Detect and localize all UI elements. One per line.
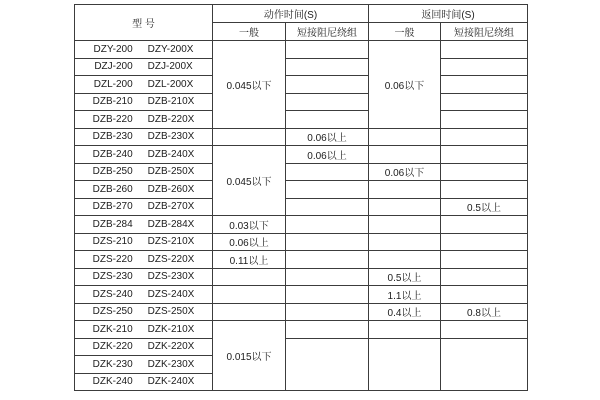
model-name: DZB-220X <box>147 113 195 125</box>
model-name: DZK-230X <box>147 358 195 370</box>
ret-damping-cell <box>441 58 528 76</box>
model-name: DZS-230X <box>147 271 195 283</box>
model-name: DZL-200 <box>93 78 133 90</box>
act-general-cell: 0.03以下 <box>213 216 286 234</box>
ret-general-cell <box>369 181 441 199</box>
act-general-cell: 0.045以下 <box>213 146 286 216</box>
ret-damping-cell <box>441 216 528 234</box>
model-name: DZB-230 <box>92 131 133 143</box>
table-row <box>75 338 528 356</box>
model-name: DZB-284X <box>147 218 195 230</box>
model-cell <box>75 338 213 356</box>
table-row <box>75 41 528 59</box>
ret-general-cell: 0.06以下 <box>369 41 441 129</box>
model-cell <box>75 286 213 304</box>
ret-damping-cell <box>441 181 528 199</box>
act-damping-cell <box>286 303 369 321</box>
col-header-action-general: 一般 <box>213 23 286 41</box>
model-cell <box>75 268 213 286</box>
act-general-cell <box>213 286 286 304</box>
model-name: DZS-240 <box>92 288 133 300</box>
model-name: DZS-250X <box>147 306 195 318</box>
ret-damping-cell <box>441 251 528 269</box>
ret-damping-cell <box>441 128 528 146</box>
ret-damping-cell <box>441 146 528 164</box>
model-cell <box>75 128 213 146</box>
model-name: DZS-210X <box>147 236 195 248</box>
model-name: DZK-220 <box>92 341 133 353</box>
table-header <box>75 5 528 41</box>
table-row <box>75 181 528 199</box>
model-cell <box>75 198 213 216</box>
act-damping-cell <box>286 163 369 181</box>
model-name: DZB-210 <box>92 96 133 108</box>
ret-general-cell: 1.1以上 <box>369 286 441 304</box>
model-cell <box>75 41 213 59</box>
act-general-cell <box>213 303 286 321</box>
model-name: DZK-220X <box>147 341 195 353</box>
act-damping-cell <box>286 41 369 59</box>
ret-damping-cell <box>441 41 528 59</box>
act-damping-cell <box>286 233 369 251</box>
act-damping-cell <box>286 111 369 129</box>
table-row <box>75 163 528 181</box>
model-name: DZS-220X <box>147 253 195 265</box>
col-header-action-damping: 短接阻尼绕组 <box>286 23 369 41</box>
ret-damping-cell <box>441 111 528 129</box>
model-name: DZB-220 <box>92 113 133 125</box>
ret-general-cell <box>369 233 441 251</box>
model-cell <box>75 146 213 164</box>
table-row <box>75 198 528 216</box>
ret-damping-cell <box>441 268 528 286</box>
model-name: DZK-210 <box>92 323 133 335</box>
act-damping-cell <box>286 251 369 269</box>
act-general-cell <box>213 268 286 286</box>
table-row <box>75 303 528 321</box>
table-row <box>75 93 528 111</box>
model-name: DZB-270 <box>92 201 133 213</box>
model-cell <box>75 321 213 339</box>
ret-general-cell <box>369 338 441 391</box>
model-name: DZB-240 <box>92 148 133 160</box>
model-name: DZJ-200X <box>147 61 193 73</box>
col-header-action-time: 动作时间(S) <box>213 5 369 23</box>
model-name: DZJ-200 <box>94 61 133 73</box>
model-name: DZY-200 <box>93 43 133 55</box>
ret-damping-cell <box>441 233 528 251</box>
ret-general-cell <box>369 251 441 269</box>
act-damping-cell <box>286 286 369 304</box>
model-name: DZS-240X <box>147 288 195 300</box>
model-name: DZK-240X <box>147 376 195 388</box>
act-damping-cell <box>286 321 369 339</box>
model-cell <box>75 111 213 129</box>
model-cell <box>75 163 213 181</box>
model-cell <box>75 233 213 251</box>
ret-damping-cell <box>441 286 528 304</box>
model-name: DZS-220 <box>92 253 133 265</box>
table-row <box>75 233 528 251</box>
ret-damping-cell: 0.8以上 <box>441 303 528 321</box>
model-cell <box>75 181 213 199</box>
model-name: DZS-250 <box>92 306 133 318</box>
table-row <box>75 286 528 304</box>
model-cell <box>75 58 213 76</box>
table-body <box>75 41 528 391</box>
act-damping-cell: 0.06以上 <box>286 128 369 146</box>
ret-damping-cell <box>441 321 528 339</box>
model-name: DZB-240X <box>147 148 195 160</box>
model-cell <box>75 373 213 391</box>
header-row-1 <box>75 5 528 23</box>
model-name: DZB-250 <box>92 166 133 178</box>
ret-general-cell <box>369 128 441 146</box>
col-header-return-time: 返回时间(S) <box>369 5 528 23</box>
ret-general-cell <box>369 146 441 164</box>
model-name: DZB-230X <box>147 131 195 143</box>
model-name: DZB-260X <box>147 183 195 195</box>
act-damping-cell <box>286 58 369 76</box>
ret-damping-cell <box>441 93 528 111</box>
ret-damping-cell: 0.5以上 <box>441 198 528 216</box>
ret-damping-cell <box>441 338 528 391</box>
relay-timing-table <box>74 4 528 391</box>
table-row <box>75 76 528 94</box>
ret-damping-cell <box>441 76 528 94</box>
table-row <box>75 128 528 146</box>
act-damping-cell <box>286 198 369 216</box>
act-general-cell: 0.06以上 <box>213 233 286 251</box>
model-name: DZS-230 <box>92 271 133 283</box>
act-damping-cell <box>286 268 369 286</box>
ret-general-cell <box>369 198 441 216</box>
act-damping-cell <box>286 216 369 234</box>
table-row <box>75 216 528 234</box>
table-row <box>75 58 528 76</box>
model-name: DZB-210X <box>147 96 195 108</box>
ret-general-cell <box>369 216 441 234</box>
model-cell <box>75 251 213 269</box>
ret-damping-cell <box>441 163 528 181</box>
table-row <box>75 111 528 129</box>
ret-general-cell: 0.5以上 <box>369 268 441 286</box>
model-name: DZB-284 <box>92 218 133 230</box>
model-name: DZB-270X <box>147 201 195 213</box>
model-name: DZK-210X <box>147 323 195 335</box>
table-row <box>75 146 528 164</box>
act-general-cell <box>213 128 286 146</box>
act-damping-cell <box>286 338 369 391</box>
ret-general-cell: 0.4以上 <box>369 303 441 321</box>
col-header-return-general: 一般 <box>369 23 441 41</box>
table-row <box>75 251 528 269</box>
model-name: DZY-200X <box>147 43 194 55</box>
model-name: DZL-200X <box>147 78 194 90</box>
table-row <box>75 321 528 339</box>
model-name: DZB-260 <box>92 183 133 195</box>
act-general-cell: 0.045以下 <box>213 41 286 129</box>
ret-general-cell: 0.06以下 <box>369 163 441 181</box>
table-row <box>75 268 528 286</box>
model-cell <box>75 76 213 94</box>
ret-general-cell <box>369 321 441 339</box>
act-general-cell: 0.11以上 <box>213 251 286 269</box>
act-damping-cell <box>286 93 369 111</box>
model-cell <box>75 303 213 321</box>
act-damping-cell: 0.06以上 <box>286 146 369 164</box>
act-general-cell: 0.015以下 <box>213 321 286 391</box>
model-name: DZK-230 <box>92 358 133 370</box>
act-damping-cell <box>286 76 369 94</box>
model-name: DZK-240 <box>92 376 133 388</box>
model-cell <box>75 93 213 111</box>
model-name: DZS-210 <box>92 236 133 248</box>
model-name: DZB-250X <box>147 166 195 178</box>
col-header-return-damping: 短接阻尼绕组 <box>441 23 528 41</box>
model-cell <box>75 216 213 234</box>
act-damping-cell <box>286 181 369 199</box>
model-cell <box>75 356 213 374</box>
col-header-model: 型 号 <box>75 5 213 41</box>
